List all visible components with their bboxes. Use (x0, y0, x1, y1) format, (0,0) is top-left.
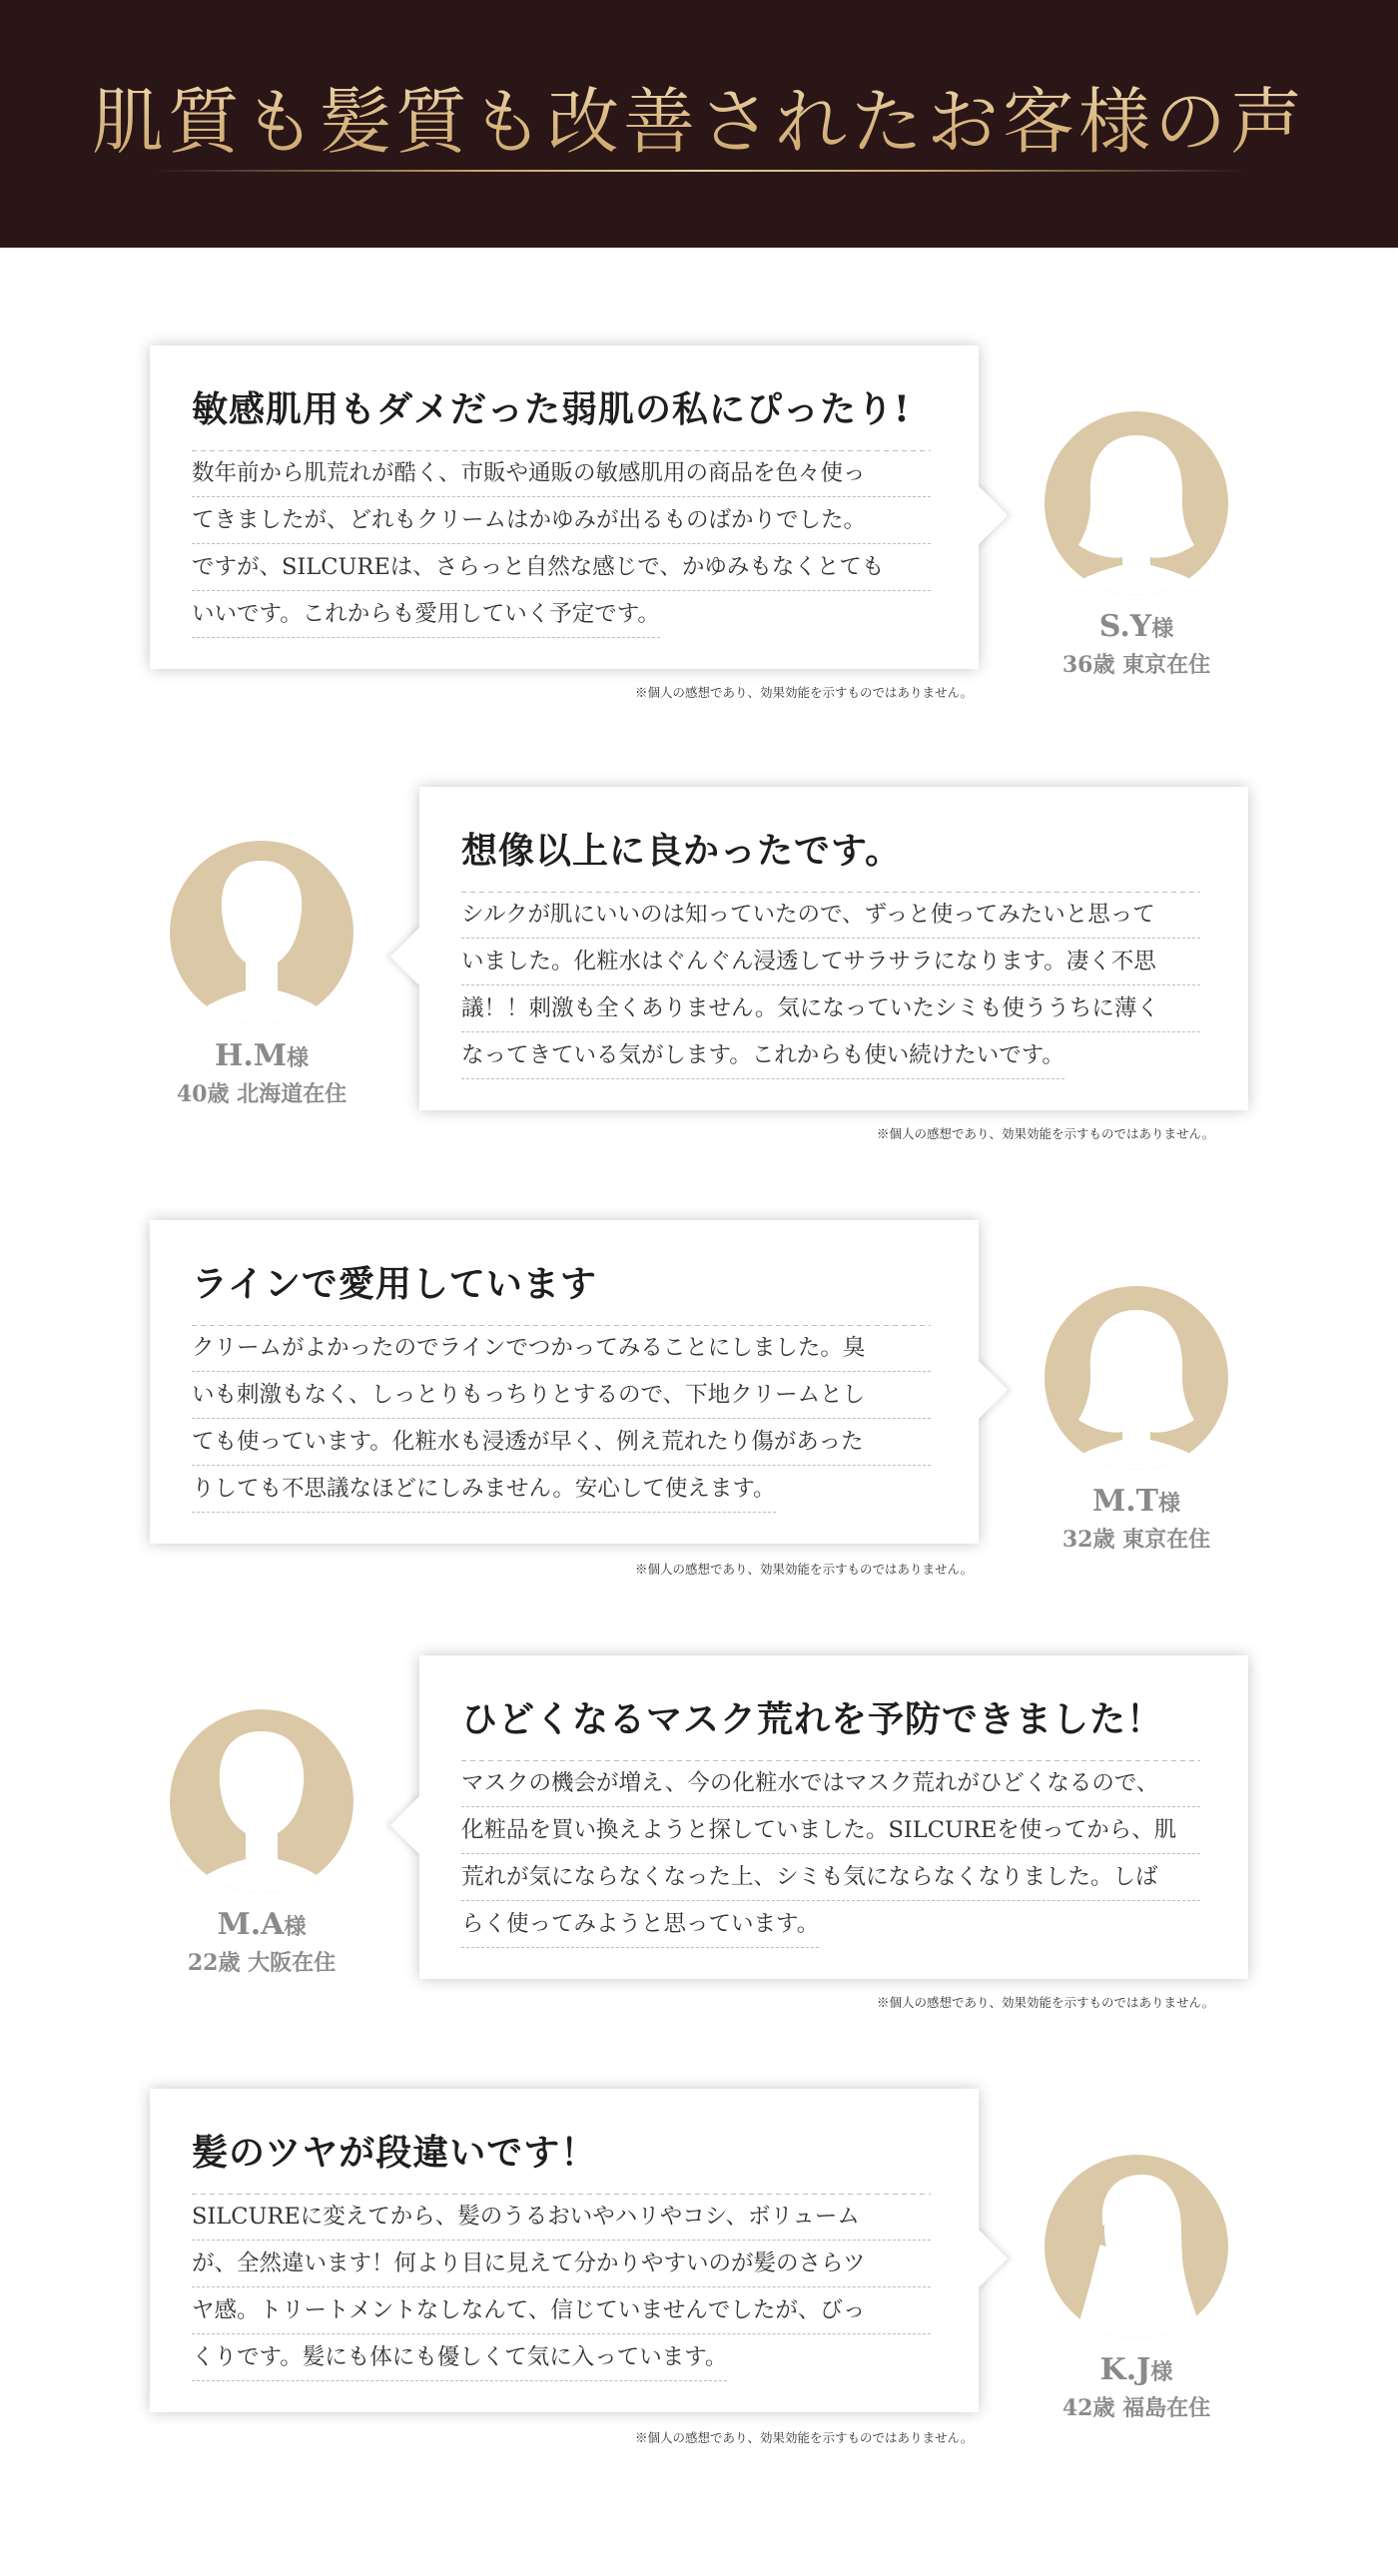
disclaimer-note: ※個人の感想であり、効果効能を示すものではありません。 (635, 1562, 974, 1577)
customer-initials: M.A様 (217, 1907, 307, 1942)
testimonial-body (461, 892, 1200, 1079)
testimonial-card (419, 1655, 1248, 1979)
disclaimer-note: ※個人の感想であり、効果効能を示すものではありません。 (877, 1126, 1215, 1141)
testimonial-card (150, 2089, 979, 2412)
header-banner (0, 0, 1398, 248)
testimonial-body (192, 2194, 931, 2381)
testimonial-line: 議！！刺激も全くありません。気になっていたシミも使ううちに薄く (461, 985, 1200, 1032)
testimonial-line: 荒れが気にならなくなった上、シミも気にならなくなりました。しば (461, 1854, 1200, 1901)
customer-profile (1037, 1286, 1236, 1554)
customer-profile (162, 841, 361, 1108)
testimonial-title: ひどくなるマスク荒れを予防できました！ (461, 1698, 1164, 1740)
testimonial-line: ても使っています。化粧水も浸透が早く、例え荒れたり傷があった (192, 1419, 931, 1466)
disclaimer-note: ※個人の感想であり、効果効能を示すものではありません。 (877, 1995, 1215, 2010)
testimonial-title: 髪のツヤが段違いです！ (192, 2132, 598, 2174)
testimonial-line: ですが、SILCUREは、さらっと自然な感じで、かゆみもなくとても (192, 544, 931, 591)
disclaimer-note: ※個人の感想であり、効果効能を示すものではありません。 (635, 685, 974, 700)
customer-initials: S.Y様 (1098, 609, 1174, 644)
customer-age-location: 36歳 東京在住 (1061, 652, 1211, 678)
customer-profile (1037, 411, 1236, 679)
testimonial-line: いも刺激もなく、しっとりもっちりとするので、下地クリームとし (192, 1372, 931, 1419)
customer-initials: M.T様 (1092, 1484, 1180, 1519)
testimonial-line: いました。化粧水はぐんぐん浸透してサラサラになります。凄く不思 (461, 939, 1200, 985)
customer-age-location: 22歳 大阪在住 (187, 1950, 337, 1976)
testimonial-title: 敏感肌用もダメだった弱肌の私にぴったり! (192, 388, 911, 430)
customer-profile (1037, 2155, 1236, 2422)
customer-age-location: 32歳 東京在住 (1061, 1527, 1211, 1553)
testimonial-card (150, 345, 979, 669)
disclaimer-note: ※個人の感想であり、効果効能を示すものではありません。 (635, 2430, 974, 2445)
testimonial-card (150, 1220, 979, 1544)
testimonial-line: らく使ってみようと思っています。 (461, 1901, 819, 1948)
testimonial-line: てきましたが、どれもクリームはかゆみが出るものばかりでした。 (192, 497, 931, 544)
title-divider (150, 170, 1248, 172)
customer-initials: H.M様 (214, 1038, 309, 1073)
customer-initials: K.J様 (1099, 2352, 1173, 2387)
testimonial-line: りしても不思議なほどにしみません。安心して使えます。 (192, 1466, 776, 1513)
testimonial-line: ヤ感。トリートメントなしなんて、信じていませんでしたが、びっ (192, 2287, 931, 2334)
testimonial-line: SILCUREに変えてから、髪のうるおいやハリやコシ、ボリューム (192, 2194, 931, 2241)
woman-short-hair-silhouette-icon (170, 841, 353, 1024)
testimonial-body (461, 1760, 1200, 1948)
woman-bob-silhouette-icon (1045, 411, 1228, 595)
testimonial-line: クリームがよかったのでラインでつかってみることにしました。臭 (192, 1325, 931, 1372)
woman-bob-silhouette-icon (1045, 1286, 1228, 1470)
testimonial-title: 想像以上に良かったです。 (461, 830, 903, 872)
testimonial-title: ラインで愛用しています (192, 1263, 597, 1305)
customer-profile (162, 1709, 361, 1977)
testimonial-line: なってきている気がします。これからも使い続けたいです。 (461, 1032, 1064, 1079)
testimonial-line: くりです。髪にも体にも優しくて気に入っています。 (192, 2334, 727, 2381)
testimonial-line: いいです。これからも愛用していく予定です。 (192, 591, 660, 638)
page-title: 肌質も髪質も改善されたお客様の声 (0, 64, 1398, 168)
customer-age-location: 40歳 北海道在住 (176, 1081, 348, 1107)
testimonial-line: 数年前から肌荒れが酷く、市販や通販の敏感肌用の商品を色々使っ (192, 450, 931, 497)
customer-age-location: 42歳 福島在住 (1061, 2395, 1211, 2421)
woman-long-hair-profile-silhouette-icon (1045, 2155, 1228, 2338)
testimonial-line: マスクの機会が増え、今の化粧水ではマスク荒れがひどくなるので、 (461, 1760, 1200, 1807)
testimonial-body (192, 1325, 931, 1513)
testimonial-line: 化粧品を買い換えようと探していました。SILCUREを使ってから、肌 (461, 1807, 1200, 1854)
testimonial-card (419, 787, 1248, 1110)
woman-short-hair-silhouette-icon (170, 1709, 353, 1893)
testimonial-body (192, 450, 931, 638)
testimonial-line: シルクが肌にいいのは知っていたので、ずっと使ってみたいと思って (461, 892, 1200, 939)
testimonial-line: が、全然違います！何より目に見えて分かりやすいのが髪のさらツ (192, 2241, 931, 2287)
